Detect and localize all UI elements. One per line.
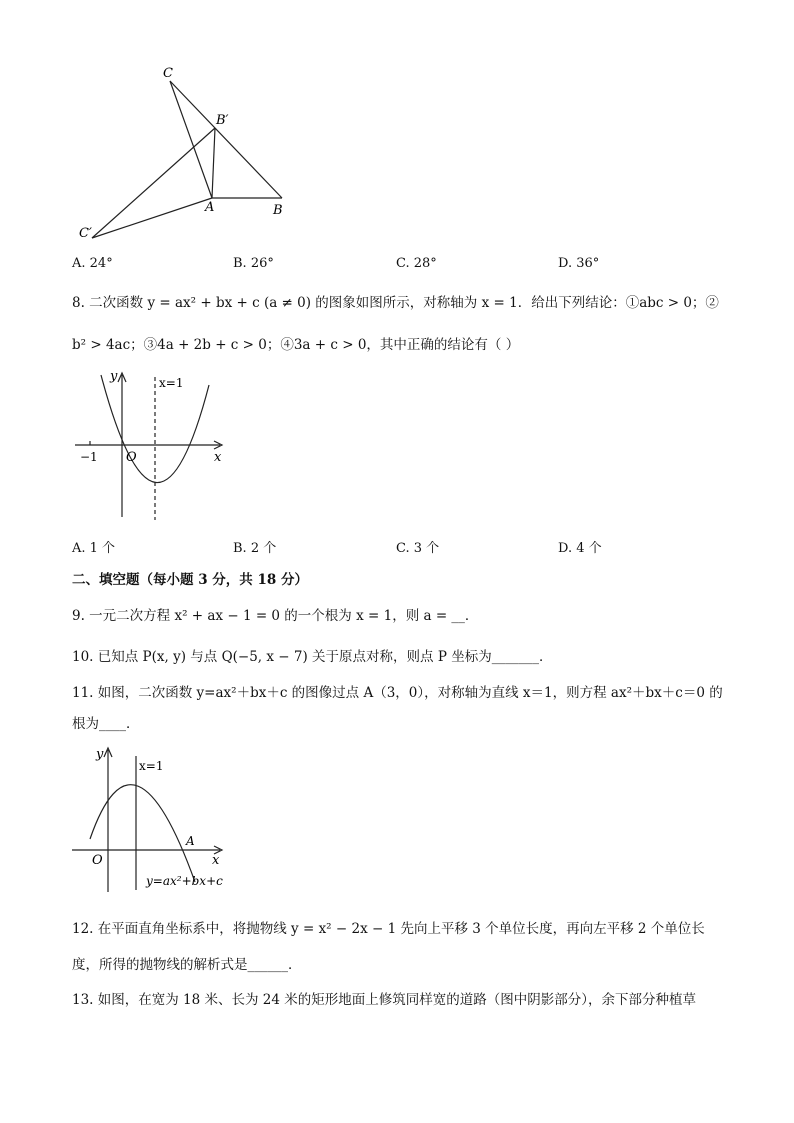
q11-axis-label: x=1 bbox=[139, 759, 164, 773]
q8-stem-line2: b² > 4ac；③4a + 2b + c > 0；④3a + c > 0，其中正确的结论有（ ） bbox=[72, 337, 520, 353]
label-C-prime: C′ bbox=[79, 226, 92, 241]
label-B-prime: B′ bbox=[216, 113, 229, 128]
q7-option-a: A. 24° bbox=[72, 256, 113, 271]
q11-point-A: A bbox=[186, 834, 195, 848]
triangle-figure bbox=[70, 58, 300, 248]
q8-origin: O bbox=[126, 450, 137, 465]
q8-y-label: y bbox=[110, 369, 118, 384]
label-B: B bbox=[273, 203, 283, 218]
q10-text: 10. 已知点 P(x, y) 与点 Q(−5, x − 7) 关于原点对称，则点 P 坐标为_______． bbox=[72, 649, 553, 665]
q11-y-label: y bbox=[96, 747, 104, 762]
label-C: C bbox=[163, 66, 173, 81]
q13-stem-line1: 13. 如图，在宽为 18 米、长为 24 米的矩形地面上修筑同样宽的道路（图中阴影部分），余下部分种植草 bbox=[72, 992, 697, 1008]
q8-option-d: D. 4 个 bbox=[558, 541, 602, 556]
q11-origin: O bbox=[92, 853, 103, 868]
q7-option-b: B. 26° bbox=[233, 256, 274, 271]
label-A: A bbox=[205, 200, 215, 215]
q8-option-a: A. 1 个 bbox=[72, 541, 116, 556]
q8-neg-one: −1 bbox=[80, 450, 98, 464]
q12-stem-line2: 度，所得的抛物线的解析式是______． bbox=[72, 957, 302, 973]
q7-option-d: D. 36° bbox=[558, 256, 600, 271]
section2-title: 二、填空题（每小题 3 分，共 18 分） bbox=[72, 572, 308, 588]
q12-stem-line1: 12. 在平面直角坐标系中，将抛物线 y = x² − 2x − 1 先向上平移 3 个单位长度，再向左平移 2 个单位长 bbox=[72, 921, 705, 937]
q11-stem-line2: 根为____． bbox=[72, 716, 140, 732]
q11-x-label: x bbox=[212, 853, 220, 868]
q11-stem-line1: 11. 如图，二次函数 y=ax²＋bx＋c 的图像过点 A（3，0），对称轴为直线 x＝1，则方程 ax²＋bx＋c＝0 的 bbox=[72, 685, 723, 701]
q7-option-c: C. 28° bbox=[396, 256, 437, 271]
q8-stem-line1: 8. 二次函数 y = ax² + bx + c (a ≠ 0) 的图象如图所示，对称轴为 x = 1．给出下列结论：①abc > 0；② bbox=[72, 295, 719, 311]
q11-function-label: y=ax²+bx+c bbox=[146, 874, 223, 888]
q9-text: 9. 一元二次方程 x² + ax − 1 = 0 的一个根为 x = 1，则 a = __． bbox=[72, 608, 479, 624]
q8-x-label: x bbox=[214, 450, 222, 465]
q8-option-c: C. 3 个 bbox=[396, 541, 440, 556]
q8-axis-label: x=1 bbox=[159, 376, 184, 390]
q8-option-b: B. 2 个 bbox=[233, 541, 277, 556]
q8-parabola-graph bbox=[70, 365, 235, 525]
q11-parabola-graph bbox=[70, 742, 240, 892]
